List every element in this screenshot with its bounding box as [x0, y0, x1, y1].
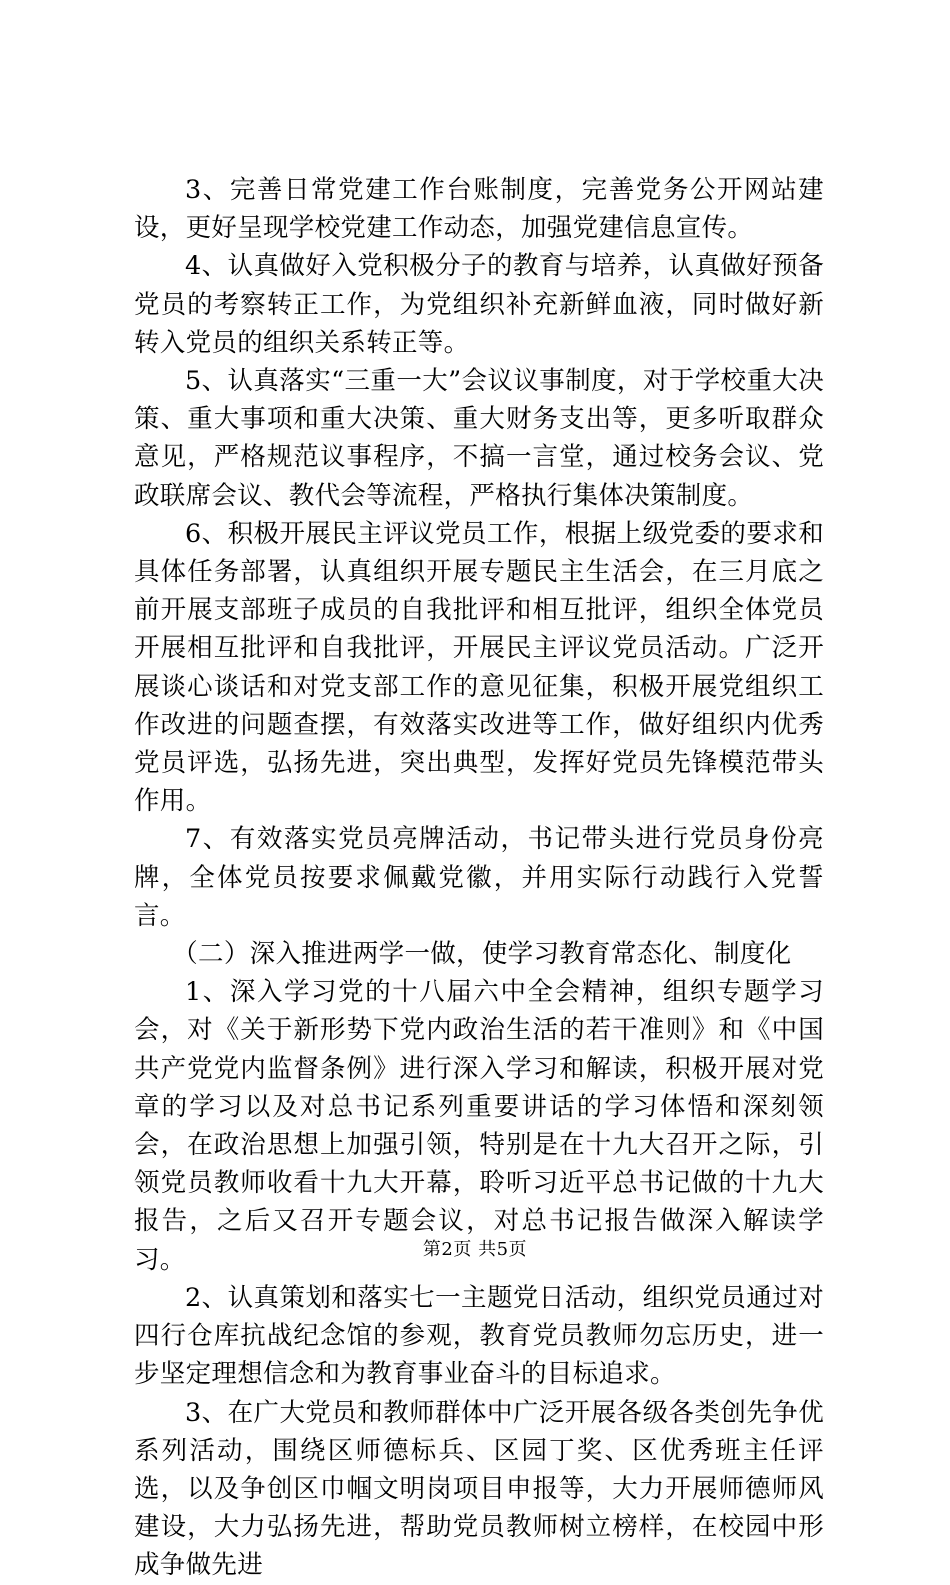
paragraph-item-3-excellence: 3、在广大党员和教师群体中广泛开展各级各类创先争优系列活动，围绕区师德标兵、区园丁奖、区优秀班主任评选，以及争创区巾帼文明岗项目申报等，大力开展师德师风建设，大力弘扬先进，帮助党员教师树立榜样，在校园中形成争做先进: [134, 1397, 824, 1581]
paragraph-item-6-democratic-review: 6、积极开展民主评议党员工作，根据上级党委的要求和具体任务部署，认真组织开展专题民主生活会，在三月底之前开展支部班子成员的自我批评和相互批评，组织全体党员开展相互批评和自我批评，开展民主评议党员活动。广泛开展谈心谈话和对党支部工作的意见征集，积极开展党组织工作改进的问题查摆，有效落实改进等工作，做好组织内优秀党员评选，弘扬先进，突出典型，发挥好党员先锋模范带头作用。: [134, 518, 824, 817]
paragraph-item-3-ledger: 3、完善日常党建工作台账制度，完善党务公开网站建设，更好呈现学校党建工作动态，加强党建信息宣传。: [134, 175, 824, 244]
paragraph-item-5-decision-system: 5、认真落实“三重一大”会议议事制度，对于学校重大决策、重大事项和重大决策、重大财务支出等，更多听取群众意见，严格规范议事程序，不搞一言堂，通过校务会议、党政联席会议、教代会等流程，严格执行集体决策制度。: [134, 366, 824, 511]
paragraph-item-7-identity-badge: 7、有效落实党员亮牌活动，书记带头进行党员身份亮牌，全体党员按要求佩戴党徽，并用实际行动践行入党誓言。: [134, 824, 824, 931]
paragraph-item-2-party-day: 2、认真策划和落实七一主题党日活动，组织党员通过对四行仓库抗战纪念馆的参观，教育党员教师勿忘历史，进一步坚定理想信念和为教育事业奋斗的目标追求。: [134, 1282, 824, 1390]
section-heading-two: （二）深入推进两学一做，使学习教育常态化、制度化: [172, 939, 792, 970]
paragraph-item-1-study: 1、深入学习党的十八届六中全会精神，组织专题学习会，对《关于新形势下党内政治生活的若干准则》和《中国共产党党内监督条例》进行深入学习和解读，积极开展对党章的学习以及对总书记系列重要讲话的学习体悟和深刻领会，在政治思想上加强引领，特别是在十九大召开之际，引领党员教师收看十九大开幕，聆听习近平总书记做的十九大报告，之后又召开专题会议，对总书记报告做深入解读学习。: [134, 977, 824, 1275]
paragraph-item-4-new-members: 4、认真做好入党积极分子的教育与培养，认真做好预备党员的考察转正工作，为党组织补充新鲜血液，同时做好新转入党员的组织关系转正等。: [134, 251, 824, 358]
document-body: [134, 171, 824, 1585]
page-number-footer: 第2页 共5页: [422, 1239, 528, 1260]
